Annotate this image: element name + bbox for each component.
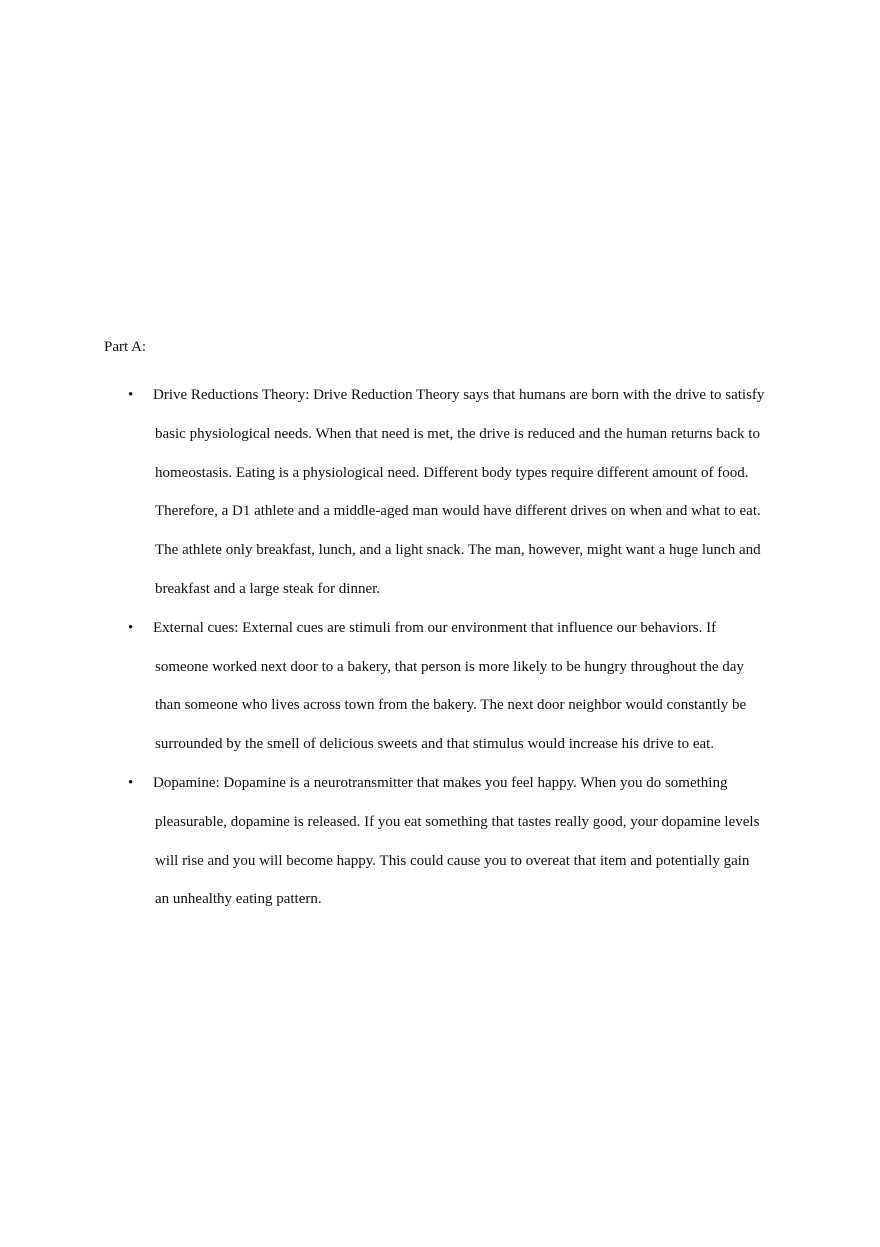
- section-heading: Part A:: [104, 339, 147, 355]
- list-item-external-cues: [0, 609, 765, 764]
- bullet-icon: •: [128, 387, 134, 403]
- list-item-dopamine: [0, 764, 765, 919]
- list-item-drive-reduction: [0, 376, 765, 609]
- bullet-list: [0, 376, 880, 919]
- list-item-text: Dopamine: Dopamine is a neurotransmitter that makes you feel happy. When you do something pleasurable, dopamine is released. If you eat something that tastes really good, your dopamine levels will rise and you will become happy. This could cause you to overeat that item and potentially gain an unhealthy eating pattern.: [153, 774, 760, 908]
- list-item-text: External cues: External cues are stimuli from our environment that influence our behaviors. If someone worked next door to a bakery, that person is more likely to be hungry throughout the day than someone who lives across town from the bakery. The next door neighbor would constantly be surrounded by the smell of delicious sweets and that stimulus would increase his drive to eat.: [153, 619, 747, 753]
- bullet-icon: •: [128, 619, 134, 636]
- bullet-icon: •: [128, 774, 134, 791]
- list-item-text: Drive Reductions Theory: Drive Reduction Theory says that humans are born with the drive to satisfy basic physiological needs. When that need is met, the drive is reduced and the human returns back to homeostasis. Eating is a physiological need. Different body types require different amount of food. Therefore, a D1 athlete and a middle-aged man would have different drives on when and what to eat. The athlete only breakfast, lunch, and a light snack. The man, however, might want a huge lunch and breakfast and a large steak for dinner.: [153, 387, 765, 597]
